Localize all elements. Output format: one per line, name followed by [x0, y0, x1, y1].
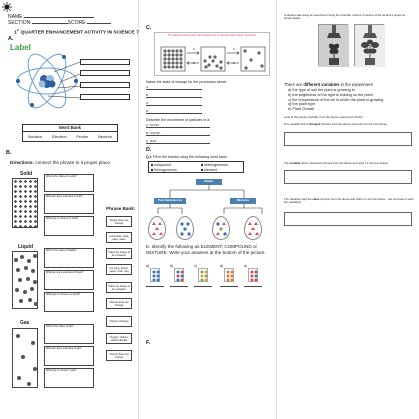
phrase-card[interactable]: Ice cube, pencil, paper, chair, dog: [106, 264, 132, 275]
map-node-mixtures: Mixtures: [230, 198, 256, 204]
identify-answer-a[interactable]: [146, 286, 164, 287]
question-row[interactable]: What type of volume for solid?: [44, 216, 94, 236]
word-bank-item: Neutron: [97, 134, 113, 139]
change-answer-d[interactable]: D.: [146, 110, 202, 114]
variable-item: e) Plant Growth: [288, 107, 315, 112]
word-bank-item: Electron: [52, 134, 67, 139]
wb-option-element[interactable]: element: [201, 168, 217, 173]
word-bank-item: Proton: [76, 134, 89, 139]
answer-box-same[interactable]: [284, 212, 412, 226]
checkbox[interactable]: [201, 164, 203, 166]
identify-box-d: [224, 268, 234, 282]
egg-blank-3[interactable]: [212, 216, 230, 240]
label-answer-box-4[interactable]: [80, 94, 130, 100]
identify-answer-b[interactable]: [170, 286, 188, 287]
question-row[interactable]: What are some examples of solid?: [44, 194, 94, 214]
describe-prompt: Describe the movement of particles in a:: [146, 118, 211, 122]
phrase-card[interactable]: Volume changes: [106, 316, 132, 327]
worksheet-page-1: [0, 0, 139, 419]
question-row[interactable]: What is the shape of a solid?: [44, 174, 94, 192]
answer-box-measured[interactable]: [284, 170, 412, 184]
phrase-card[interactable]: Volume does not change: [106, 298, 132, 309]
word-bank-title: Word Bank: [23, 125, 117, 132]
variables-intro: There are different variables in the experiment: [284, 82, 373, 87]
experiment-photo-dark: [318, 24, 348, 66]
experiment-intro: A student was doing an experiment using the scientific method. A picture of the student's project is shown below.: [284, 13, 406, 21]
word-bank: [22, 124, 118, 142]
phrase-bank-title: Phrase Bank:: [106, 206, 136, 211]
gas-particles: [12, 328, 38, 388]
label-answer-box-1[interactable]: [80, 59, 130, 65]
question-measured: The variable that is measured (choose from the above and write it in the box below): [284, 161, 389, 165]
phrase-card[interactable]: Oxygen, helium, carbon dioxide: [106, 333, 132, 344]
question-row[interactable]: What type of volume in gas?: [44, 368, 94, 388]
identify-box-c: [198, 268, 208, 282]
identify-boxes: a) b) c) d) e): [146, 264, 272, 302]
identify-answer-d[interactable]: [220, 286, 238, 287]
particle-arrangement-diagram: [154, 32, 270, 76]
state-change-prompt: Name the state of change for the processes above: [146, 80, 227, 84]
phrase-card[interactable]: Volume does not change: [106, 350, 132, 361]
diagram-caption: The diagram below gives the arrangement of particles solid, liquid, and gases: [167, 34, 257, 37]
section-f-label: F.: [146, 340, 151, 346]
question-row[interactable]: What is the shape of liquids?: [44, 248, 94, 268]
state-label-solid: Solid: [20, 171, 33, 177]
solid-particles: [12, 178, 38, 228]
sunburst-icon: [2, 2, 12, 12]
look-instructions: Look at the picture carefully, from the above experiment identify:: [284, 115, 364, 119]
worksheet-page-3: [278, 0, 419, 419]
egg-blank-4[interactable]: [244, 216, 262, 240]
wb-option-compound[interactable]: compound: [151, 163, 171, 168]
state-label-liquid: Liquid: [18, 244, 33, 250]
experiment-photo-bright: [354, 24, 384, 66]
change-answer-a[interactable]: A.: [146, 86, 202, 90]
identify-box-b: [174, 268, 184, 282]
question-row[interactable]: What is the shape of gas?: [44, 324, 94, 344]
change-answer-c[interactable]: C.: [146, 102, 202, 106]
section-d-label: D.: [146, 147, 152, 153]
label-answer-box-3[interactable]: [80, 82, 130, 88]
question-row[interactable]: What are some examples of liquid?: [44, 270, 94, 290]
describe-solid[interactable]: A. SOLID:: [146, 124, 210, 128]
section-c-label: C.: [146, 25, 152, 31]
label-heading: Label: [10, 43, 31, 52]
question-same: The variables kept the same (choose from the above and write it in the box below... use commas to write the variables): [284, 197, 414, 205]
fill-word-bank: [148, 161, 244, 173]
question-row[interactable]: What type of volume in a liquid?: [44, 292, 94, 312]
identify-answer-e[interactable]: [244, 286, 262, 287]
variable-item: a) the type of soil the plant is growing in: [288, 88, 355, 92]
question-1: Q.1 Fill in the blanks using the following word bank.: [146, 155, 228, 159]
arrow-label: C: [233, 47, 236, 51]
phrase-card[interactable]: Takes the shape of its container: [106, 282, 132, 293]
section-a-label: A.: [8, 36, 14, 42]
egg-blank-2[interactable]: [176, 216, 194, 240]
name-line[interactable]: NAME:: [8, 15, 94, 20]
arrow-label: B: [193, 61, 195, 65]
liquid-particles: [12, 251, 38, 309]
egg-blank-1[interactable]: [148, 216, 166, 240]
arrow-label: A: [193, 47, 195, 51]
describe-gas[interactable]: C. GAS:: [146, 140, 210, 144]
phrase-card[interactable]: Lemonade, soda, juice, water: [106, 232, 132, 243]
phrase-card[interactable]: Takes the shape of its container: [106, 248, 132, 259]
checkbox[interactable]: [201, 169, 203, 171]
state-change-boxes: [159, 41, 267, 75]
variable-item: c) the temperature of the air in which the plant is growing: [288, 97, 384, 102]
question-changed: One variable that is changed (choose from the above and write it in the box below): [284, 122, 387, 126]
directions: Directions: connect the phrase to it proper place.: [10, 160, 112, 165]
section-e-instructions: E. Identify the following as ELEMENT, COMPOUND or MIXTURE. Write your answers at the bottom of the picture.: [146, 244, 266, 255]
describe-liquid[interactable]: B. LIQUID:: [146, 132, 210, 136]
variable-item: d) the plant type: [288, 102, 316, 107]
answer-box-changed[interactable]: [284, 132, 412, 146]
phrase-card[interactable]: Shape does not change: [106, 216, 132, 227]
variables-list: [288, 88, 383, 112]
atom-diagram: [14, 52, 80, 110]
identify-answer-c[interactable]: [194, 286, 212, 287]
state-label-gas: Gas: [20, 320, 30, 326]
map-node-matter: Matter: [196, 179, 222, 185]
label-answer-box-2[interactable]: [80, 70, 130, 76]
word-bank-item: Nucleus: [27, 134, 43, 139]
section-score-line[interactable]: SECTION: SCORE:: [8, 21, 111, 26]
question-row[interactable]: What are some examples of gas?: [44, 346, 94, 366]
section-b-label: B.: [6, 150, 12, 156]
checkbox[interactable]: [151, 164, 153, 166]
identify-box-e: [248, 268, 258, 282]
checkbox[interactable]: [151, 169, 153, 171]
worksheet-title: 1st QUARTER ENHANCEMENT ACTIVITY IN SCIENCE 7: [14, 28, 139, 36]
wb-option-heterogeneous[interactable]: heterogeneous: [201, 163, 228, 168]
arrow-label: D: [233, 61, 236, 65]
worksheet-page-2: [140, 0, 277, 419]
map-node-pure-substances: Pure Substances: [154, 198, 186, 204]
change-answer-b[interactable]: B.: [146, 94, 202, 98]
wb-option-homogeneous[interactable]: homogeneous: [151, 168, 177, 173]
identify-box-a: [150, 268, 160, 282]
variable-item: b) the brightness of the light is shining on the plant: [288, 92, 373, 97]
